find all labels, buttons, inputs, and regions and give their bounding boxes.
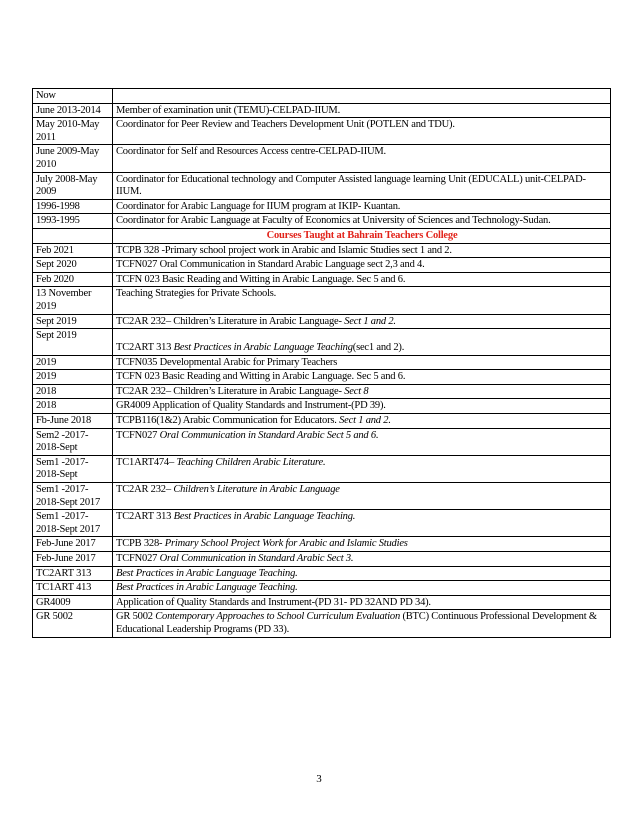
description-text: GR4009 Application of Quality Standards and Instrument-(PD 39).: [116, 400, 386, 412]
course-row: [33, 355, 611, 370]
description-cell: [113, 355, 611, 370]
course-row: [33, 595, 611, 610]
description-italic-text: Sect 1 and 2.: [339, 415, 391, 427]
description-italic-text: Best Practices in Arabic Language Teaching.: [116, 567, 298, 579]
description-cell: [113, 399, 611, 414]
description-cell: [113, 272, 611, 287]
date-cell: Sem1 -2017-2018-Sept 2017: [33, 483, 113, 510]
course-row: [33, 581, 611, 596]
description-cell: [113, 510, 611, 537]
course-row: [33, 258, 611, 273]
description-cell: [113, 314, 611, 329]
date-cell: Fb-June 2018: [33, 414, 113, 429]
description-italic-text: Children’s Literature in Arabic Language: [173, 484, 340, 496]
date-cell: Sem1 -2017-2018-Sept: [33, 455, 113, 482]
description-italic-text: Primary School Project Work for Arabic and Islamic Studies: [164, 538, 408, 550]
date-cell: June 2013-2014: [33, 103, 113, 118]
description-text: TCFN027: [116, 553, 160, 564]
description-italic-text: Sect 8: [344, 385, 369, 397]
description-italic-text: Contemporary Approaches to School Curriculum Evaluation: [155, 611, 401, 623]
description-text: TCFN027: [116, 429, 160, 441]
experience-table: [32, 88, 611, 638]
course-row: [33, 566, 611, 581]
description-italic-text: Teaching Children Arabic Literature.: [176, 456, 326, 468]
description-cell: [113, 595, 611, 610]
description-cell: [113, 172, 611, 199]
date-cell: 2018: [33, 399, 113, 414]
date-cell: Sept 2020: [33, 258, 113, 273]
description-cell: [113, 414, 611, 429]
description-text: TCFN 023 Basic Reading and Witting in Arabic Language. Sec 5 and 6.: [116, 371, 406, 383]
description-cell: [113, 483, 611, 510]
description-cell: [113, 287, 611, 314]
role-row: [33, 214, 611, 229]
description-text: TC1ART474–: [116, 456, 177, 468]
date-cell: Feb-June 2017: [33, 537, 113, 552]
description-text: Teaching Strategies for Private Schools.: [116, 288, 277, 300]
description-text: TC2AR 232–: [116, 484, 174, 496]
description-text: TC2AR 232– Children’s Literature in Arabic Language-: [116, 385, 345, 397]
description-text: TCPB 328-: [116, 538, 165, 550]
date-cell: TC2ART 313: [33, 566, 113, 581]
description-text: Coordinator for Educational technology and Computer Assisted language learning Unit (EDUCALL) unit-CELPAD-IIUM.: [116, 173, 586, 198]
course-row: [33, 287, 611, 314]
description-text: Coordinator for Self and Resources Access centre-CELPAD-IIUM.: [116, 146, 386, 158]
course-row: [33, 314, 611, 329]
description-italic-text: Sect 1 and 2.: [344, 315, 396, 327]
course-row: [33, 455, 611, 482]
course-row: [33, 510, 611, 537]
description-cell: [113, 103, 611, 118]
description-cell: [113, 455, 611, 482]
date-cell: July 2008-May 2009: [33, 172, 113, 199]
course-row: [33, 552, 611, 567]
description-text: (BTC) Continuous Professional Development & Educational Leadership Programs (PD 33).: [116, 611, 597, 635]
date-cell: Sem1 -2017-2018-Sept 2017: [33, 510, 113, 537]
role-row: [33, 172, 611, 199]
description-text: TCPB 328 -Primary school project work in Arabic and Islamic Studies sect 1 and 2.: [116, 244, 452, 256]
roles-table-body: [33, 89, 611, 229]
description-italic-text: Best Practices in Arabic Language Teaching.: [173, 511, 356, 523]
date-cell: 2018: [33, 384, 113, 399]
course-row: [33, 272, 611, 287]
course-row: [33, 414, 611, 429]
description-cell: [113, 258, 611, 273]
description-text: TC2AR 232– Children’s Literature in Arabic Language-: [116, 315, 345, 327]
section-heading-body: [33, 228, 611, 243]
role-row: [33, 103, 611, 118]
date-cell: 2019: [33, 370, 113, 385]
description-cell: [113, 566, 611, 581]
role-row: [33, 199, 611, 214]
role-row: [33, 145, 611, 172]
section-heading-row: [33, 228, 611, 243]
description-italic-text: Oral Communication in Standard Arabic Sect 3.: [159, 553, 354, 564]
description-italic-text: Oral Communication in Standard Arabic Sect 5 and 6.: [159, 429, 379, 441]
course-row: [33, 370, 611, 385]
date-cell: Feb 2021: [33, 243, 113, 258]
description-text: TC2ART 313: [116, 342, 174, 354]
description-cell: [113, 329, 611, 356]
date-cell: 1996-1998: [33, 199, 113, 214]
course-row: [33, 399, 611, 414]
date-cell: Now: [33, 89, 113, 104]
description-cell: [113, 610, 611, 637]
description-text: TC2ART 313: [116, 511, 174, 523]
description-cell: [113, 581, 611, 596]
date-cell: Sept 2019: [33, 314, 113, 329]
description-text: Coordinator for Arabic Language at Faculty of Economics at University of Sciences and Technology-Sudan.: [116, 215, 551, 227]
date-cell: GR4009: [33, 595, 113, 610]
date-cell: TC1ART 413: [33, 581, 113, 596]
description-text: Coordinator for Peer Review and Teachers Development Unit (POTLEN and TDU).: [116, 119, 455, 131]
section-heading: Courses Taught at Bahrain Teachers College: [113, 228, 611, 243]
description-cell: [113, 428, 611, 455]
description-text: TCFN035 Developmental Arabic for Primary Teachers: [116, 356, 338, 368]
course-row: [33, 329, 611, 356]
description-text: GR 5002: [116, 611, 156, 623]
course-row: [33, 537, 611, 552]
date-cell: 1993-1995: [33, 214, 113, 229]
course-row: [33, 428, 611, 455]
description-cell: [113, 89, 611, 104]
date-cell: June 2009-May 2010: [33, 145, 113, 172]
course-row: [33, 384, 611, 399]
courses-table-body: [33, 243, 611, 637]
description-cell: [113, 199, 611, 214]
course-row: [33, 483, 611, 510]
description-text: TCFN 023 Basic Reading and Witting in Arabic Language. Sec 5 and 6.: [116, 273, 406, 285]
course-row: [33, 610, 611, 637]
description-cell: [113, 145, 611, 172]
description-text: (sec1 and 2).: [352, 342, 405, 354]
section-heading-spacer: [33, 228, 113, 243]
description-text: TCPB116(1&2) Arabic Communication for Educators.: [116, 415, 340, 427]
date-cell: GR 5002: [33, 610, 113, 637]
date-cell: Sem2 -2017-2018-Sept: [33, 428, 113, 455]
date-cell: May 2010-May 2011: [33, 118, 113, 145]
description-italic-text: Best Practices in Arabic Language Teaching: [173, 342, 353, 354]
description-cell: [113, 537, 611, 552]
description-cell: [113, 552, 611, 567]
description-italic-text: Best Practices in Arabic Language Teaching.: [116, 582, 298, 594]
role-row: [33, 89, 611, 104]
description-cell: [113, 384, 611, 399]
description-text: Coordinator for Arabic Language for IIUM program at IKIP- Kuantan.: [116, 200, 401, 212]
description-cell: [113, 118, 611, 145]
description-cell: [113, 370, 611, 385]
page-number: 3: [316, 773, 322, 785]
description-text: Member of examination unit (TEMU)-CELPAD-IIUM.: [116, 104, 340, 116]
course-row: [33, 243, 611, 258]
description-cell: [113, 243, 611, 258]
date-cell: Feb 2020: [33, 272, 113, 287]
date-cell: 13 November 2019: [33, 287, 113, 314]
date-cell: 2019: [33, 355, 113, 370]
role-row: [33, 118, 611, 145]
description-cell: [113, 214, 611, 229]
description-text: TCFN027 Oral Communication in Standard Arabic Language sect 2,3 and 4.: [116, 259, 425, 271]
date-cell: Feb-June 2017: [33, 552, 113, 567]
description-text: Application of Quality Standards and Instrument-(PD 31- PD 32AND PD 34).: [116, 596, 431, 608]
date-cell: Sept 2019: [33, 329, 113, 356]
